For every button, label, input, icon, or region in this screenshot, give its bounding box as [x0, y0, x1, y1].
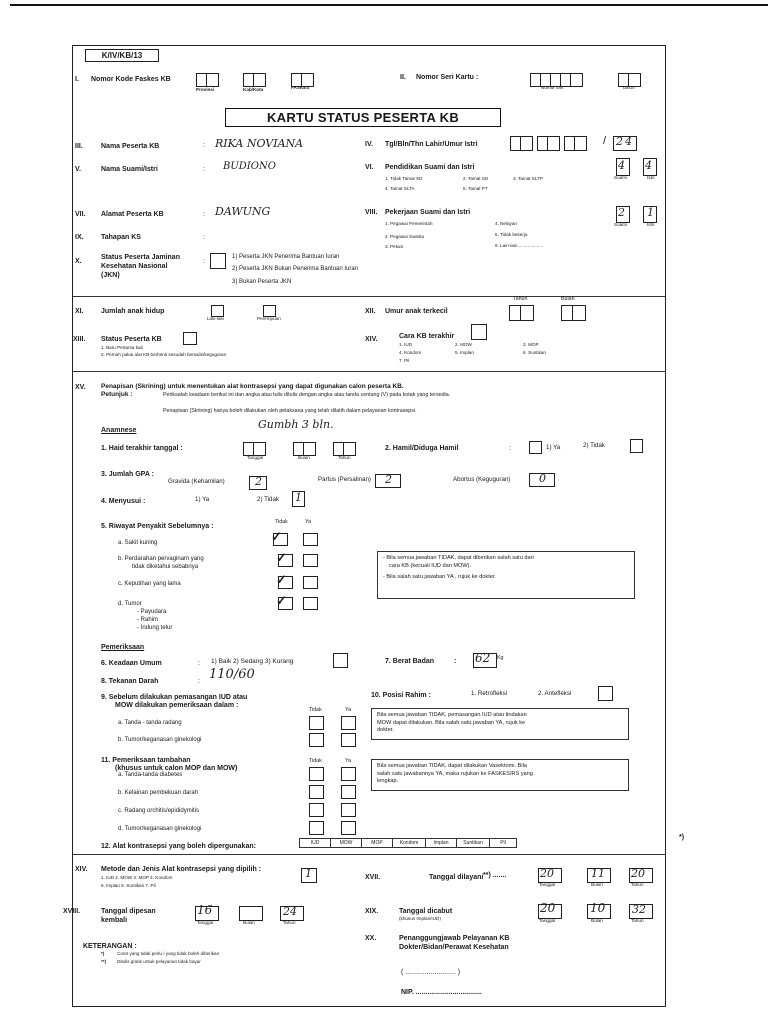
anak-laki-label: Laki-laki — [207, 316, 224, 321]
keterangan-label: KETERANGAN : — [83, 943, 137, 950]
sec2-label: Nomor Seri Kartu : — [416, 74, 479, 81]
dilayani-tgl-value: 20 — [540, 867, 554, 880]
haid-thn-box-2[interactable] — [343, 442, 356, 456]
sec8-label: Pekerjaan Suami dan Istri — [385, 209, 471, 216]
q7-label: 7. Berat Badan — [385, 658, 435, 665]
anamnese-info-3: - Bila salah satu jawaban YA , rujuk ke dokter. — [383, 574, 496, 580]
divider-3 — [73, 854, 665, 855]
q11-item-c: c. Radang orchitis/epididymitis — [118, 808, 200, 814]
q6-colon: : — [198, 660, 200, 667]
sec15-num: XV. — [75, 384, 86, 391]
q9-item-b: b. Tumor/keganasan ginekologi — [118, 737, 202, 743]
kab-box-2[interactable] — [253, 73, 266, 87]
b19-num: XIX. — [365, 908, 379, 915]
sec3-num: III. — [75, 143, 83, 150]
top-rule — [10, 4, 768, 6]
sec1-label: Nomor Kode Faskes KB — [91, 76, 171, 83]
status-peserta-opt-2: 2. Pernah pakai alat KB berhenti sesudah bersalin/keguguran — [101, 352, 227, 357]
anak-perempuan-label: Perempuan — [257, 316, 281, 321]
pendidikan-istri-value: 4 — [645, 159, 652, 172]
riwayat-b-check: ✓ — [276, 550, 287, 565]
jkn-status-box[interactable] — [210, 253, 226, 269]
jkn-opt-2: 2) Peserta JKN Bukan Penerima Bantuan Iuran — [232, 266, 359, 272]
q11-info-box — [371, 759, 629, 791]
posisi-antefleksi: 2. Antefleksi — [538, 690, 572, 697]
b20-label-2: Dokter/Bidan/Perawat Kesehatan — [399, 944, 509, 951]
pekerjaan-istri-value: 1 — [647, 206, 654, 219]
b19-label: Tanggal dicabut — [399, 908, 453, 915]
sec9-colon: : — [203, 234, 205, 241]
keadaan-opts: 1) Baik 2) Sedang 3) Kurang — [211, 658, 294, 665]
riwayat-b-cont: tidak diketahui sebabnya — [132, 564, 199, 570]
petunjuk-text: Periksalah keadaan berikut ini dan angka atau tulis ditulis dengan angka atau tanda centang (V) pada kotak yang tersedia. — [163, 392, 451, 398]
q11-item-a: a. Tanda-tanda diabetes — [118, 772, 183, 778]
q11-c-ya[interactable] — [341, 803, 356, 817]
dilayani-tgl-label: Tanggal — [539, 882, 556, 887]
anamnese-info-box — [377, 551, 635, 599]
b18-label-2: kembali — [101, 917, 128, 924]
dipesan-tgl-label: Tanggal — [197, 920, 214, 925]
sec6-label: Pendidikan Suami dan Istri — [385, 164, 475, 171]
posisi-rahim-box[interactable] — [598, 686, 613, 701]
hamil-tidak-box[interactable] — [630, 439, 643, 453]
dilayani-bln-value: 11 — [591, 867, 605, 880]
anamnese-note: Gumbh 3 bln. — [258, 418, 334, 431]
pendidikan-suami-label: Suami — [614, 175, 628, 180]
sec4-label: Tgl/Bln/Thn Lahir/Umur Istri — [385, 141, 478, 148]
sec3-colon: : — [203, 142, 205, 149]
q6-label: 6. Keadaan Umum — [101, 660, 162, 667]
dipesan-bln-box[interactable] — [239, 906, 263, 921]
tgl-lahir-box-2[interactable] — [520, 136, 533, 151]
umur-anak-bulan-box-2[interactable] — [572, 305, 586, 321]
q11-col-tidak: Tidak — [309, 758, 322, 764]
dicabut-thn-label: Tahun — [631, 918, 644, 923]
q9-a-tidak[interactable] — [309, 716, 324, 730]
sec10-label-1: Status Peserta Jaminan — [101, 254, 180, 261]
riwayat-b-ya[interactable] — [303, 554, 318, 567]
sec5-label: Nama Suami/Istri — [101, 166, 158, 173]
divider-2 — [73, 371, 665, 372]
pemeriksaan-heading: Pemeriksaan — [101, 644, 145, 651]
keterangan-star-1: *) — [101, 951, 105, 956]
riwayat-a-check: ✓ — [271, 529, 282, 544]
status-peserta-opt-1: 1. Baru Pertama kali — [101, 345, 143, 350]
pekerjaan-suami-label: Suami — [614, 222, 628, 227]
posisi-retrofleksi: 1. Retrofleksi — [471, 690, 508, 697]
b18-label-1: Tanggal dipesan — [101, 908, 156, 915]
q1-label: 1. Haid terakhir tanggal : — [101, 445, 183, 452]
provinsi-box-2[interactable] — [206, 73, 219, 87]
q9-b-ya[interactable] — [341, 733, 356, 747]
riwayat-b: b. Perdarahan pervaginam yang — [118, 556, 204, 562]
b14-num: XIV. — [75, 866, 88, 873]
b14-opts-1: 1. IUD 2. MOW 3. MOP 4. Kondom — [101, 875, 173, 880]
sec3-label: Nama Peserta KB — [101, 143, 160, 150]
haid-tgl-label: Tanggal — [247, 455, 264, 460]
col-ya-label: Ya — [305, 519, 312, 525]
dicabut-bln-label: Bulan — [591, 918, 603, 923]
pekerjaan-istri-label: Istri — [647, 222, 655, 227]
sec5-colon: : — [203, 166, 205, 173]
nomor-unit-box-5[interactable] — [570, 73, 583, 87]
b14-opts-2: 5. Implan 6. Suntikan 7. Pil — [101, 883, 156, 888]
b20-sign: ( .......................... ) — [401, 969, 461, 976]
sec9-num: IX. — [75, 234, 84, 241]
keterangan-1: Coret yang tidak perlu / yang tidak boleh diberikan — [117, 951, 220, 956]
nomor-unit-label: Nomor unit — [541, 85, 564, 90]
hamil-ya: 1) Ya — [546, 444, 561, 451]
q8-label: 8. Tekanan Darah — [101, 678, 159, 685]
q4-label: 4. Menyusui : — [101, 498, 146, 505]
dipesan-thn-value: 24 — [283, 905, 297, 918]
riwayat-a: a. Sakit kuning — [118, 540, 158, 546]
sec5-num: V. — [75, 166, 81, 173]
q11-b-ya[interactable] — [341, 785, 356, 799]
sec4-num: IV. — [365, 141, 373, 148]
alat-iud[interactable]: IUD — [299, 838, 331, 848]
q11-item-b: b. Kelainan pembekuan darah — [118, 790, 199, 796]
q11-b-tidak[interactable] — [309, 785, 324, 799]
cara-kb-opt-4: 4. Kondom — [399, 350, 422, 355]
tumor-sub-3: - Indung telur — [137, 625, 173, 631]
cara-kb-opt-6: 6. Suntikan — [523, 350, 546, 355]
cara-kb-opt-1: 1. IUD — [399, 342, 413, 347]
q7-colon: : — [454, 658, 457, 665]
q5-label: 5. Riwayat Penyakit Sebelumnya : — [101, 523, 214, 530]
haid-thn-label: Tahun — [338, 455, 351, 460]
alat-kontrasepsi-row — [299, 838, 516, 848]
q9-info-box — [371, 708, 629, 740]
b18-num: XVIII. — [63, 908, 81, 915]
pekerjaan-opt-6: 6. Lain-lain ................... — [495, 243, 543, 248]
pendidikan-opt-4: 4. Tamat SLTA — [385, 186, 415, 191]
gravida-value: 2 — [255, 475, 262, 488]
sec12-num: XII. — [365, 308, 376, 315]
alat-mow[interactable]: MOW — [330, 838, 362, 848]
b14-label: Metode dan Jenis Alat kontrasepsi yang dipilih : — [101, 866, 261, 873]
dilayani-thn-value: 20 — [631, 867, 645, 880]
riwayat-d-ya[interactable] — [303, 597, 318, 610]
cara-kb-opt-5: 5. Implan — [455, 350, 474, 355]
col-tidak-label: Tidak — [275, 519, 288, 525]
b20-num: XX. — [365, 935, 377, 942]
q11-label-1: 11. Pemeriksaan tambahan — [101, 757, 191, 764]
sec2-num: II. — [400, 74, 406, 81]
b17-num: XVII. — [365, 874, 381, 881]
tekanan-darah-value: 110/60 — [209, 667, 255, 682]
menyusui-tidak: 2) Tidak — [257, 496, 280, 503]
pekerjaan-opt-3: 3. Petani — [385, 244, 404, 249]
umur-anak-tahun-label: Tahun — [513, 296, 528, 302]
sec1-num: I. — [75, 76, 79, 83]
b19-sub: (khusus Implan/IUD) — [399, 916, 441, 921]
thn-lahir-box-2[interactable] — [574, 136, 587, 151]
dilayani-bln-label: Bulan — [591, 882, 603, 887]
abortus-label: Abortus (Keguguran) — [453, 476, 511, 483]
sec9-label: Tahapan KS — [101, 234, 141, 241]
abortus-value: 0 — [539, 472, 546, 485]
q8-colon: : — [198, 678, 200, 685]
riwayat-a-ya[interactable] — [303, 533, 318, 546]
sec14-num: XIV. — [365, 336, 378, 343]
sec11-label: Jumlah anak hidup — [101, 308, 165, 315]
q9-item-a: a. Tanda - tanda radang — [118, 720, 182, 726]
alat-pil[interactable]: Pil — [489, 838, 517, 848]
jkn-opt-3: 3) Bukan Peserta JKN — [232, 279, 292, 285]
dicabut-tgl-value: 20 — [540, 901, 556, 915]
dicabut-bln-value: 10 — [590, 901, 606, 915]
umur-anak-tahun-box-2[interactable] — [520, 305, 534, 321]
tumor-sub-1: - Payudara — [137, 609, 167, 615]
anamnese-heading: Anamnese — [101, 427, 137, 434]
keadaan-umum-box[interactable] — [333, 653, 348, 668]
riwayat-c: c. Keputihan yang lama — [118, 581, 181, 587]
nama-peserta-value: RIKA NOVIANA — [215, 137, 304, 150]
q9-info-2: MOW dapat dilakukan. Bila salah satu jawaban YA, rujuk ke — [377, 719, 526, 726]
keterangan-2: Ditulis gratis untuk pelayanan tidak bayar — [117, 959, 201, 964]
alat-kondom[interactable]: Kondom — [392, 838, 426, 848]
bln-lahir-box-2[interactable] — [547, 136, 560, 151]
pekerjaan-opt-2: 2. Pegawai Swasta — [385, 234, 425, 239]
alat-implan[interactable]: Implan — [425, 838, 457, 848]
sec13-num: XIII. — [73, 336, 86, 343]
pekerjaan-opt-4: 4. Nelayan — [495, 221, 517, 226]
petunjuk-label: Petunjuk : — [101, 391, 133, 398]
umur-value: 24 — [616, 135, 634, 148]
b17-star: **) ....... — [483, 872, 507, 879]
pekerjaan-suami-value: 2 — [618, 206, 625, 219]
gravida-label: Gravida (Kehamilan) — [168, 478, 225, 485]
kab-label: Kab/Kota — [243, 87, 264, 92]
q9-b-tidak[interactable] — [309, 733, 324, 747]
q11-col-ya: Ya — [345, 758, 352, 764]
pendidikan-suami-value: 4 — [618, 159, 625, 172]
pendidikan-opt-3: 3. Tamat SLTP — [513, 176, 543, 181]
metode-value: 1 — [305, 867, 312, 880]
keterangan-star-2: **) — [101, 959, 107, 964]
sec6-num: VI. — [365, 164, 374, 171]
hamil-box[interactable] — [529, 441, 542, 454]
q11-label-2: (khusus untuk calon MOP dan MOW) — [115, 765, 238, 772]
petunjuk-text-2: Penapisan (Skrining) hanya boleh dilakukan oleh pelaksana yang telah dilatih dalam pelayanan kontrasepsi. — [163, 408, 417, 414]
q11-d-ya[interactable] — [341, 821, 356, 835]
dipesan-tgl-value: 16 — [197, 903, 213, 917]
q11-info-1: Bila semua jawaban TIDAK, dapat dilakukan Vasektomi. Bila — [377, 763, 527, 769]
menyusui-value: 1 — [295, 491, 302, 504]
divider-1 — [73, 296, 665, 297]
partus-label: Partus (Persalinan) — [318, 476, 371, 483]
q11-info-3: lengkap. — [377, 778, 399, 784]
b20-label-1: Penanggungjawab Pelayanan KB — [399, 935, 510, 942]
haid-bln-box-2[interactable] — [303, 442, 316, 456]
q12-label: 12. Alat kontrasepsi yang boleh dipergunakan: — [101, 843, 256, 850]
haid-bln-label: Bulan — [298, 455, 310, 460]
umur-slash: / — [603, 135, 607, 147]
cara-kb-box[interactable] — [471, 324, 487, 340]
pendidikan-opt-2: 2. Tamat SD — [463, 176, 489, 181]
q9-info-1: Bila semua jawaban TIDAK, pemasangan IUD atau tindakan — [377, 712, 527, 718]
alat-suntikan[interactable]: Suntikan — [456, 838, 490, 848]
anamnese-info-2: cara KB (kecuali IUD dan MOW). — [389, 562, 472, 569]
q2-label: 2. Hamil/Diduga Hamil — [385, 445, 459, 452]
riwayat-d: d. Tumor — [118, 601, 142, 607]
sec13-label: Status Peserta KB — [101, 336, 162, 343]
pekerjaan-opt-1: 1. Pegawai Pemerintah — [385, 221, 433, 226]
sec10-num: X. — [75, 258, 82, 265]
umur-anak-bulan-label: Bulan — [561, 296, 575, 302]
faskes-label: FASKES — [291, 85, 310, 90]
sec10-label-2: Kesehatan Nasional — [101, 263, 168, 270]
q12-star: *) — [679, 834, 685, 841]
b17-label: Tanggal dilayani — [429, 874, 484, 881]
q11-d-tidak[interactable] — [309, 821, 324, 835]
dicabut-thn-value: 32 — [632, 903, 646, 916]
q2-colon: : — [509, 445, 511, 452]
sec11-num: XI. — [75, 308, 84, 315]
tahun-label: Tahun — [622, 85, 635, 90]
sec8-num: VIII. — [365, 209, 378, 216]
pendidikan-opt-5: 5. Tamat PT — [463, 186, 488, 191]
q11-c-tidak[interactable] — [309, 803, 324, 817]
hamil-tidak: 2) Tidak — [583, 442, 606, 449]
dipesan-thn-label: Tahun — [283, 920, 296, 925]
nama-suami-value: BUDIONO — [223, 161, 276, 172]
cara-kb-opt-7: 7. Pil — [399, 358, 410, 363]
sec7-colon: : — [203, 211, 205, 218]
q9-a-ya[interactable] — [341, 716, 356, 730]
q10-label: 10. Posisi Rahim : — [371, 692, 431, 699]
riwayat-d-check: ✓ — [276, 593, 287, 608]
pendidikan-istri-label: Istri — [647, 175, 655, 180]
tumor-sub-2: - Rahim — [137, 617, 159, 623]
q9-info-3: dokter. — [377, 727, 394, 733]
b20-nip: NIP. .................................. — [401, 989, 482, 996]
q9-label-2: MOW dilakukan pemeriksaan dalam : — [115, 702, 239, 709]
berat-badan-unit: Kg — [497, 655, 504, 661]
q11-a-ya[interactable] — [341, 767, 356, 781]
kb-status-card — [63, 45, 685, 1007]
sec12-label: Umur anak terkecil — [385, 308, 448, 315]
berat-badan-value: 62 — [475, 651, 491, 665]
q9-col-tidak: Tidak — [309, 707, 322, 713]
sec15-label: Penapisan (Skrining) untuk menentukan alat kontrasepsi yang dapat digunakan calon peserta KB. — [101, 383, 404, 390]
q11-item-d: d. Tumor/keganasan ginekologi — [118, 826, 202, 832]
anamnese-info-1: - Bila semua jawaban TIDAK, dapat diberikan salah satu dari — [383, 555, 534, 561]
q9-col-ya: Ya — [345, 707, 352, 713]
dicabut-tgl-label: Tanggal — [539, 918, 556, 923]
cara-kb-opt-2: 2. MOW — [455, 342, 472, 347]
alat-mop[interactable]: MOP — [361, 838, 393, 848]
card-title: KARTU STATUS PESERTA KB — [225, 108, 501, 127]
sec7-num: VII. — [75, 211, 86, 218]
q3-label: 3. Jumlah GPA : — [101, 471, 154, 478]
form-code-box: K/IV/KB/13 — [85, 49, 159, 62]
dilayani-thn-label: Tahun — [631, 882, 644, 887]
haid-tgl-box-2[interactable] — [253, 442, 266, 456]
alamat-value: DAWUNG — [215, 205, 271, 218]
riwayat-c-check: ✓ — [276, 572, 287, 587]
riwayat-c-ya[interactable] — [303, 576, 318, 589]
pendidikan-opt-1: 1. Tidak Tamat SD — [385, 176, 423, 181]
jkn-opt-1: 1) Peserta JKN Penerima Bantuan Iuran — [232, 254, 340, 260]
q11-a-tidak[interactable] — [309, 767, 324, 781]
q11-info-2: salah satu jawabannya YA, maka rujukan ke FASKES/RS yang — [377, 770, 533, 777]
partus-value: 2 — [385, 473, 392, 486]
dipesan-bln-label: Bulan — [243, 920, 255, 925]
sec10-label-3: (JKN) — [101, 272, 120, 279]
pekerjaan-opt-5: 5. Tidak bekerja — [495, 232, 528, 237]
provinsi-label: Provinsi — [196, 87, 215, 92]
sec14-label: Cara KB terakhir — [399, 333, 455, 340]
menyusui-ya: 1) Ya — [195, 496, 210, 503]
sec7-label: Alamat Peserta KB — [101, 211, 164, 218]
q9-label-1: 9. Sebelum dilakukan pemasangan IUD atau — [101, 694, 248, 701]
sec10-colon: : — [203, 258, 205, 265]
status-peserta-box[interactable] — [183, 332, 197, 345]
cara-kb-opt-3: 3. MOP — [523, 342, 539, 347]
